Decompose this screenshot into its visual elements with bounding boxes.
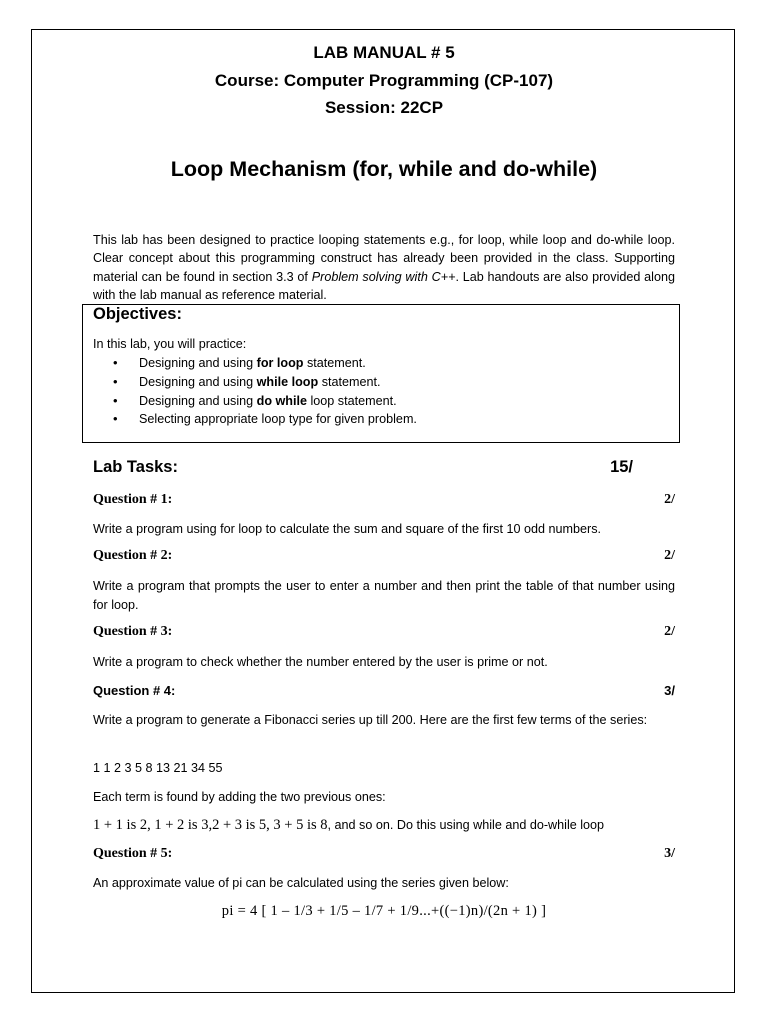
pi-series-formula: pi = 4 [ 1 – 1/3 + 1/5 – 1/7 + 1/9...+((−1)n)/(2n + 1) ] <box>221 903 547 919</box>
question-3-text: Write a program to check whether the number entered by the user is prime or not. <box>93 655 548 669</box>
objective-item: • Designing and using for loop statement. <box>113 354 417 373</box>
question-1-header <box>93 492 675 508</box>
course-title: Course: Computer Programming (CP-107) <box>214 71 554 90</box>
question-4-text: Write a program to generate a Fibonacci series up till 200. Here are the first few terms of the series: <box>93 713 648 727</box>
objectives-lead: In this lab, you will practice: <box>93 337 247 351</box>
question-label: Question # 5: <box>93 846 173 861</box>
fibonacci-tail: , and so on. Do this using while and do-while loop <box>327 818 605 832</box>
objectives-list <box>113 354 417 429</box>
lab-manual-number: LAB MANUAL # 5 <box>313 43 455 62</box>
session-label: Session: 22CP <box>324 98 444 117</box>
question-3-header <box>93 624 675 640</box>
intro-text-2: . Lab handouts are also provided along with the lab manual as reference material. <box>93 269 675 303</box>
question-label: Question # 3: <box>93 624 173 639</box>
objective-item: • Designing and using while loop statement. <box>113 373 417 392</box>
question-marks: 2/ <box>664 624 675 639</box>
question-5-text: An approximate value of pi can be calculated using the series given below: <box>93 876 509 890</box>
question-marks: 3/ <box>664 683 675 698</box>
intro-text-1: This lab has been designed to practice looping statements e.g., for loop, while loop and do-while loop. Clear concept about this programming construct has already been provided in the class. Supporting material can be found in section 3.3 of <box>93 233 675 284</box>
question-marks: 2/ <box>664 548 675 563</box>
lab-tasks-header <box>93 458 675 477</box>
objectives-box <box>82 304 680 443</box>
question-label: Question # 2: <box>93 548 173 563</box>
question-marks: 3/ <box>664 846 675 861</box>
page-title: Loop Mechanism (for, while and do-while) <box>170 157 598 181</box>
fibonacci-math: 1 + 1 is 2, 1 + 2 is 3,2 + 3 is 5, 3 + 5 is 8 <box>93 817 328 833</box>
question-marks: 2/ <box>664 492 675 507</box>
question-2-text: Write a program that prompts the user to enter a number and then print the table of that number using for loop. <box>93 579 675 612</box>
objective-item: • Selecting appropriate loop type for given problem. <box>113 410 417 429</box>
lab-tasks-label: Lab Tasks: <box>93 458 178 476</box>
question-label: Question # 4: <box>93 683 176 698</box>
fibonacci-series: 1 1 2 3 5 8 13 21 34 55 <box>93 761 223 775</box>
question-2-header <box>93 548 675 564</box>
intro-paragraph <box>93 231 675 305</box>
objective-item: • Designing and using do while loop statement. <box>113 392 417 411</box>
objectives-heading: Objectives: <box>93 305 182 323</box>
question-5-header <box>93 846 675 862</box>
lab-tasks-marks: 15/ <box>610 458 633 476</box>
fibonacci-example <box>93 816 675 835</box>
question-4-header <box>93 683 675 698</box>
question-1-text: Write a program using for loop to calculate the sum and square of the first 10 odd numbers. <box>93 522 601 536</box>
fibonacci-explanation: Each term is found by adding the two previous ones: <box>93 790 386 804</box>
book-title: Problem solving with C++ <box>311 269 456 284</box>
question-label: Question # 1: <box>93 492 173 507</box>
